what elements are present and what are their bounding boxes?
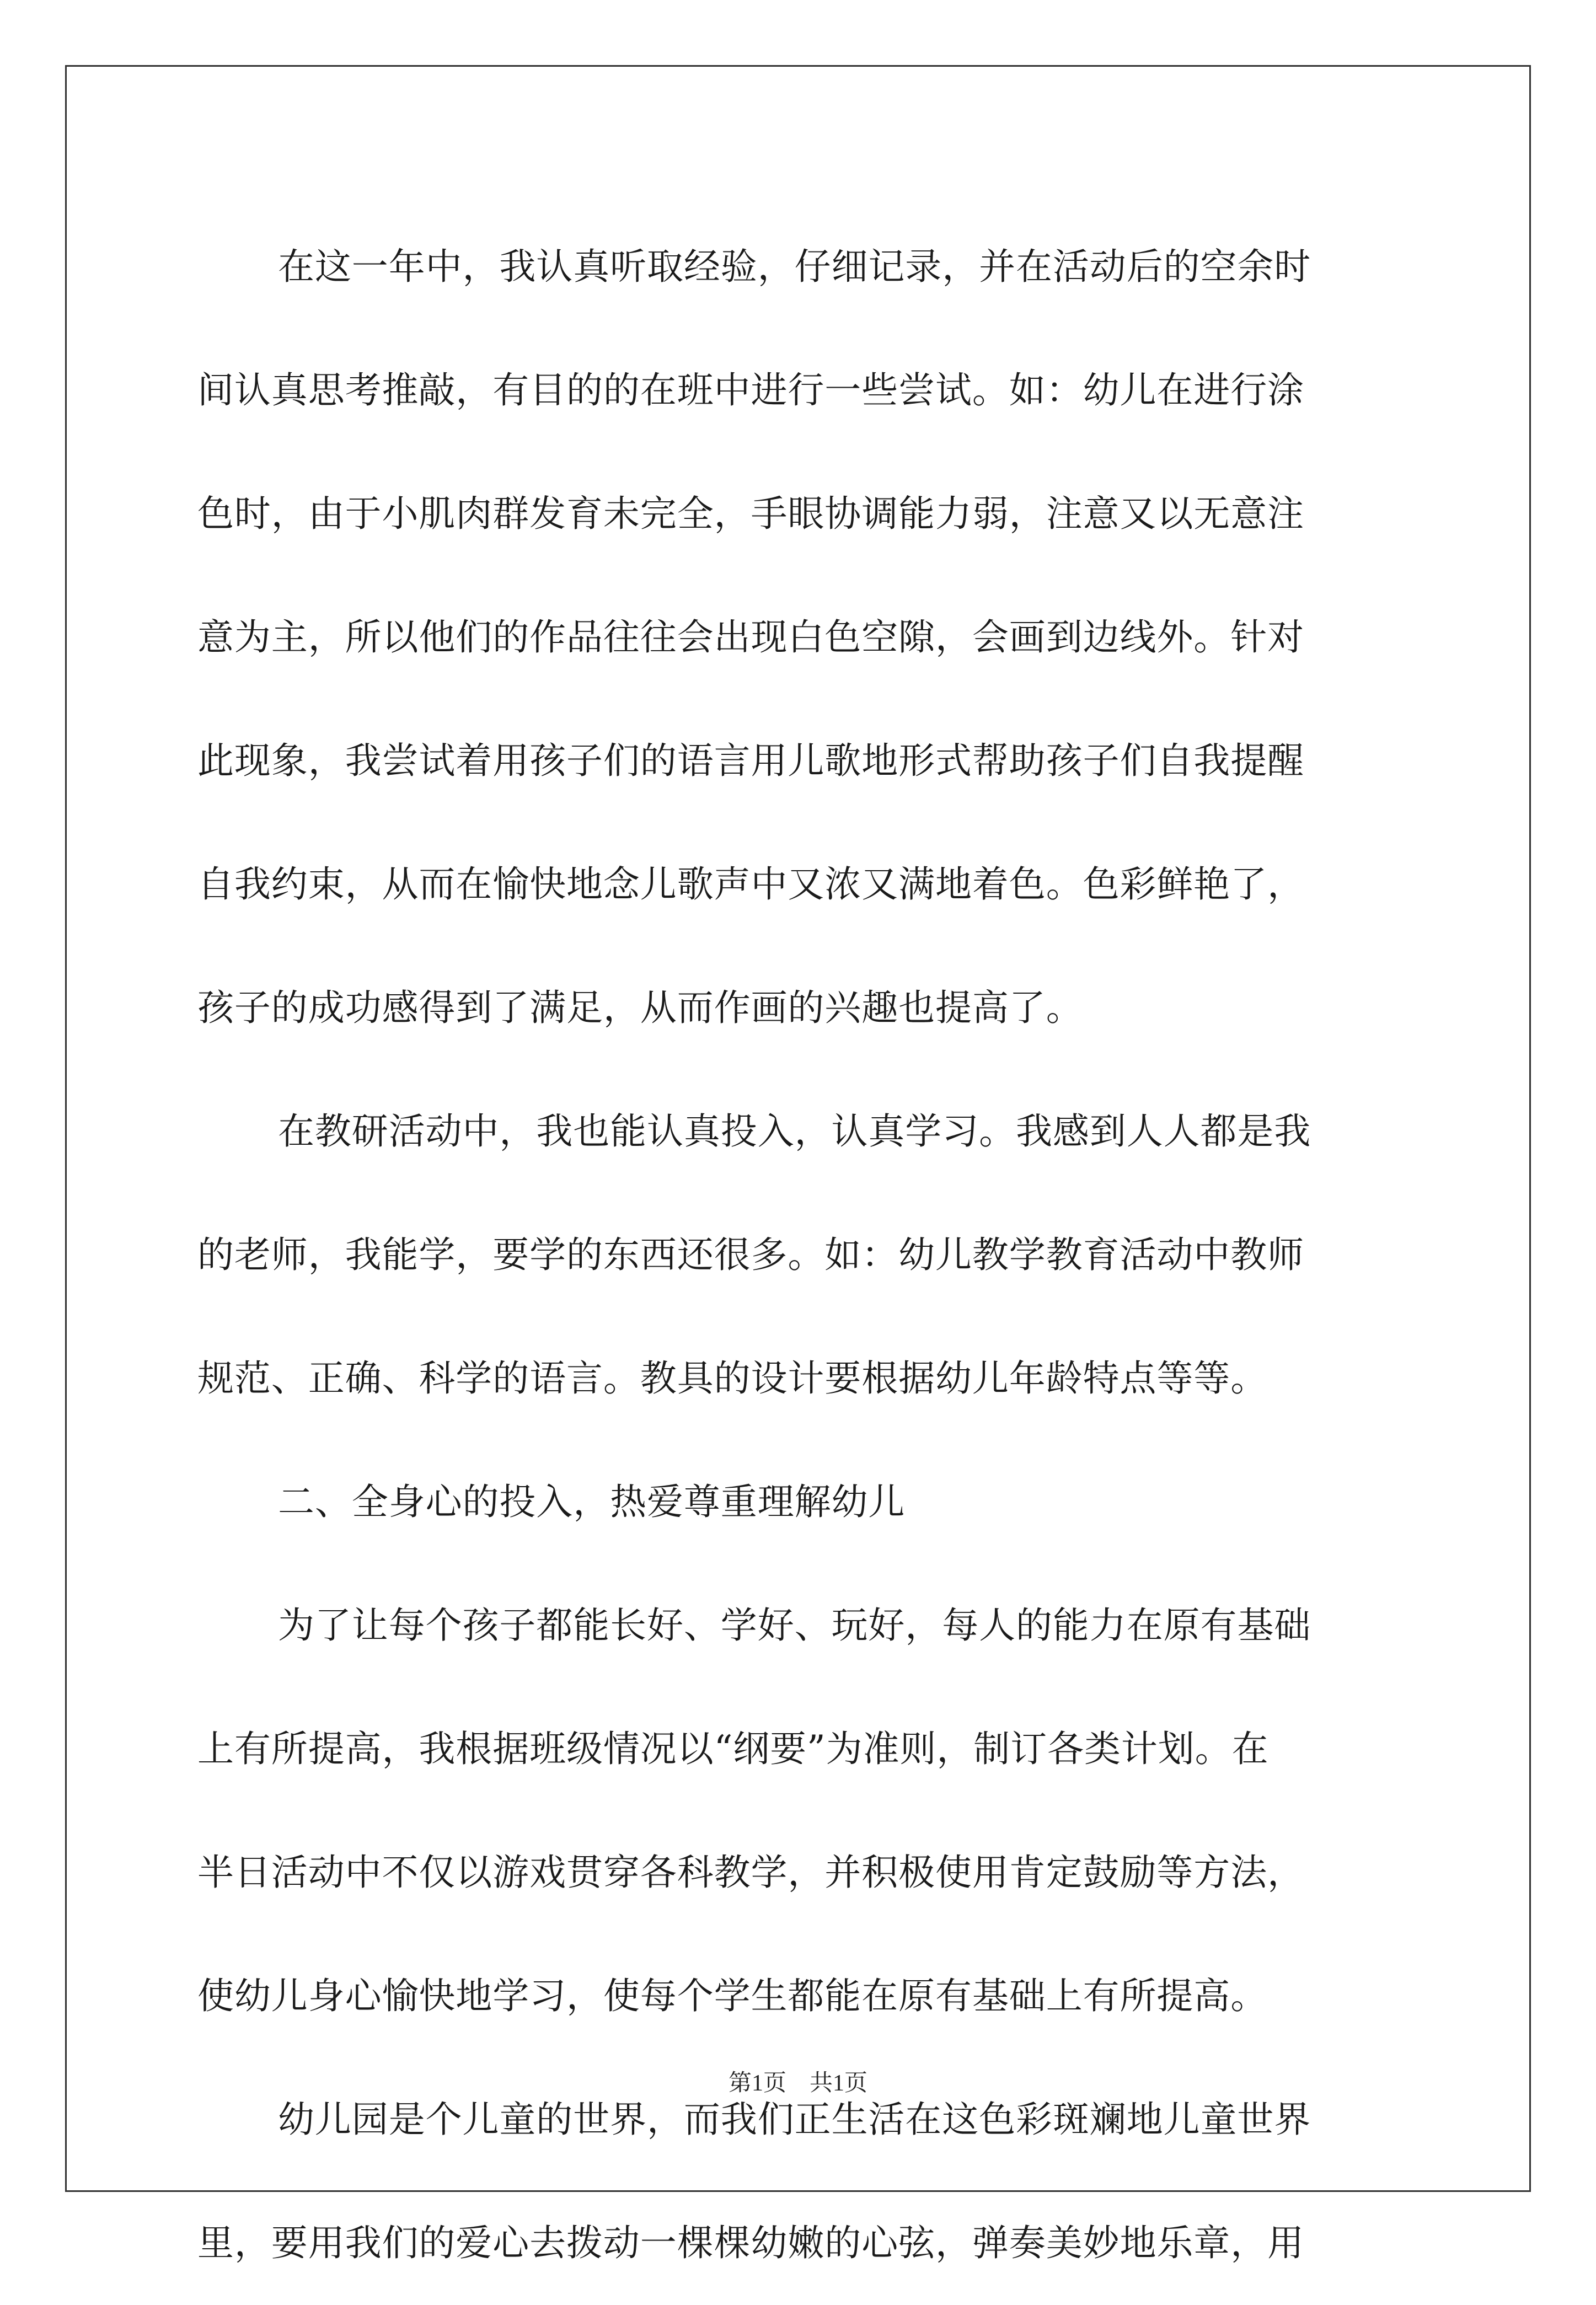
text-line: 使幼儿身心愉快地学习，使每个学生都能在原有基础上有所提高。 [197, 1975, 1268, 2017]
text-line: 色时，由于小肌肉群发育未完全，手眼协调能力弱，注意又以无意注 [197, 492, 1304, 535]
text-line: 的老师，我能学，要学的东西还很多。如：幼儿教学教育活动中教师 [197, 1234, 1304, 1276]
text-line: 幼儿园是个儿童的世界，而我们正生活在这色彩斑斓地儿童世界 [278, 2098, 1311, 2141]
section-heading: 二、全身心的投入，热爱尊重理解幼儿 [278, 1481, 906, 1523]
text-line: 上有所提高，我根据班级情况以“纲要”为准则，制订各类计划。在 [197, 1728, 1269, 1770]
text-line: 孩子的成功感得到了满足，从而作画的兴趣也提高了。 [197, 987, 1083, 1029]
document-body [197, 205, 1402, 2305]
text-line: 半日活动中不仅以游戏贯穿各科教学，并积极使用肯定鼓励等方法， [197, 1851, 1304, 1894]
text-line: 间认真思考推敲，有目的的在班中进行一些尝试。如：幼儿在进行涂 [197, 369, 1304, 411]
page-number: 第1页 共1页 [728, 2071, 867, 2096]
text-line: 自我约束，从而在愉快地念儿歌声中又浓又满地着色。色彩鲜艳了， [197, 863, 1304, 905]
text-line: 此现象，我尝试着用孩子们的语言用儿歌地形式帮助孩子们自我提醒 [197, 739, 1304, 782]
text-line: 里，要用我们的爱心去拨动一棵棵幼嫩的心弦，弹奏美妙地乐章，用 [197, 2222, 1304, 2264]
text-line: 在教研活动中，我也能认真投入，认真学习。我感到人人都是我 [278, 1110, 1311, 1152]
text-line: 规范、正确、科学的语言。教具的设计要根据幼儿年龄特点等等。 [197, 1357, 1268, 1400]
text-line: 在这一年中，我认真听取经验，仔细记录，并在活动后的空余时 [278, 245, 1311, 288]
text-line: 意为主，所以他们的作品往往会出现白色空隙，会画到边线外。针对 [197, 616, 1304, 658]
text-line: 为了让每个孩子都能长好、学好、玩好，每人的能力在原有基础 [278, 1604, 1311, 1647]
